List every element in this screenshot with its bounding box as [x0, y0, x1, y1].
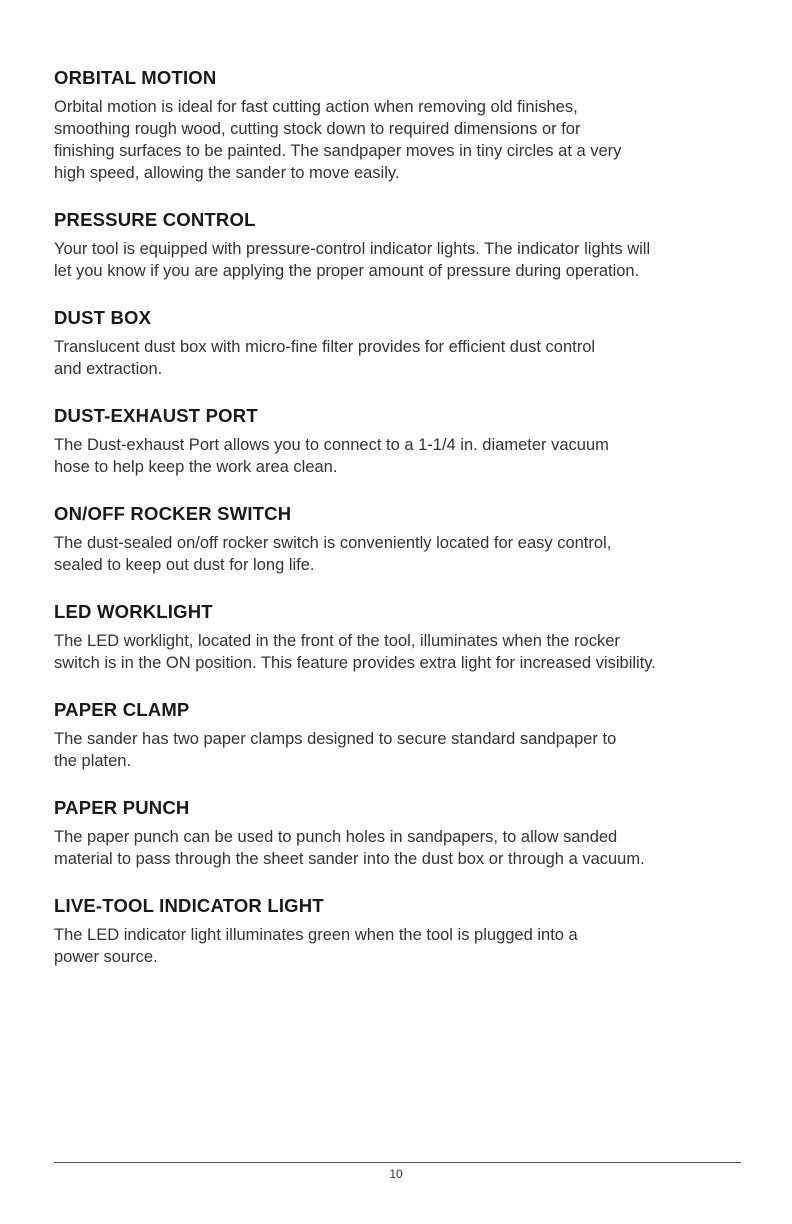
- body-line: finishing surfaces to be painted. The sandpaper moves in tiny circles at a very: [54, 142, 622, 160]
- body-line: Your tool is equipped with pressure-control indicator lights. The indicator lights will: [54, 240, 651, 258]
- section-heading: ORBITAL MOTION: [54, 67, 217, 88]
- section-body: [54, 96, 744, 184]
- body-line: switch is in the ON position. This feature provides extra light for increased visibility.: [54, 654, 656, 672]
- body-line: and extraction.: [54, 360, 163, 378]
- section-body: [54, 336, 744, 380]
- section-dust-exhaust-port: [54, 404, 744, 478]
- section-on-off-rocker-switch: [54, 502, 744, 576]
- section-body: [54, 532, 744, 576]
- section-body: [54, 630, 744, 674]
- section-paper-punch: [54, 796, 744, 870]
- body-line: Translucent dust box with micro-fine filter provides for efficient dust control: [54, 338, 596, 356]
- section-pressure-control: [54, 208, 744, 282]
- body-line: The sander has two paper clamps designed to secure standard sandpaper to: [54, 730, 617, 748]
- section-body: [54, 434, 744, 478]
- manual-page-content: [54, 66, 744, 992]
- section-body: [54, 728, 744, 772]
- section-body: [54, 826, 744, 870]
- section-dust-box: [54, 306, 744, 380]
- section-heading: PRESSURE CONTROL: [54, 209, 256, 230]
- section-heading: PAPER PUNCH: [54, 797, 190, 818]
- section-led-worklight: [54, 600, 744, 674]
- page-number: 10: [389, 1167, 403, 1181]
- body-line: material to pass through the sheet sander into the dust box or through a vacuum.: [54, 850, 645, 868]
- body-line: The LED worklight, located in the front of the tool, illuminates when the rocker: [54, 632, 620, 650]
- body-line: high speed, allowing the sander to move easily.: [54, 164, 400, 182]
- body-line: power source.: [54, 948, 158, 966]
- section-orbital-motion: [54, 66, 744, 184]
- section-heading: DUST BOX: [54, 307, 152, 328]
- body-line: the platen.: [54, 752, 132, 770]
- body-line: Orbital motion is ideal for fast cutting action when removing old finishes,: [54, 98, 578, 116]
- section-heading: DUST-EXHAUST PORT: [54, 405, 258, 426]
- body-line: The Dust-exhaust Port allows you to connect to a 1-1/4 in. diameter vacuum: [54, 436, 609, 454]
- body-line: The paper punch can be used to punch holes in sandpapers, to allow sanded: [54, 828, 618, 846]
- section-body: [54, 238, 744, 282]
- footer-divider: [54, 1162, 741, 1163]
- section-heading: ON/OFF ROCKER SWITCH: [54, 503, 292, 524]
- section-body: [54, 924, 744, 968]
- section-heading: PAPER CLAMP: [54, 699, 190, 720]
- body-line: The LED indicator light illuminates green when the tool is plugged into a: [54, 926, 578, 944]
- body-line: The dust-sealed on/off rocker switch is conveniently located for easy control,: [54, 534, 612, 552]
- section-heading: LIVE-TOOL INDICATOR LIGHT: [54, 895, 324, 916]
- section-live-tool-indicator-light: [54, 894, 744, 968]
- body-line: sealed to keep out dust for long life.: [54, 556, 315, 574]
- body-line: smoothing rough wood, cutting stock down to required dimensions or for: [54, 120, 581, 138]
- body-line: hose to help keep the work area clean.: [54, 458, 338, 476]
- section-paper-clamp: [54, 698, 744, 772]
- body-line: let you know if you are applying the proper amount of pressure during operation.: [54, 262, 640, 280]
- section-heading: LED WORKLIGHT: [54, 601, 213, 622]
